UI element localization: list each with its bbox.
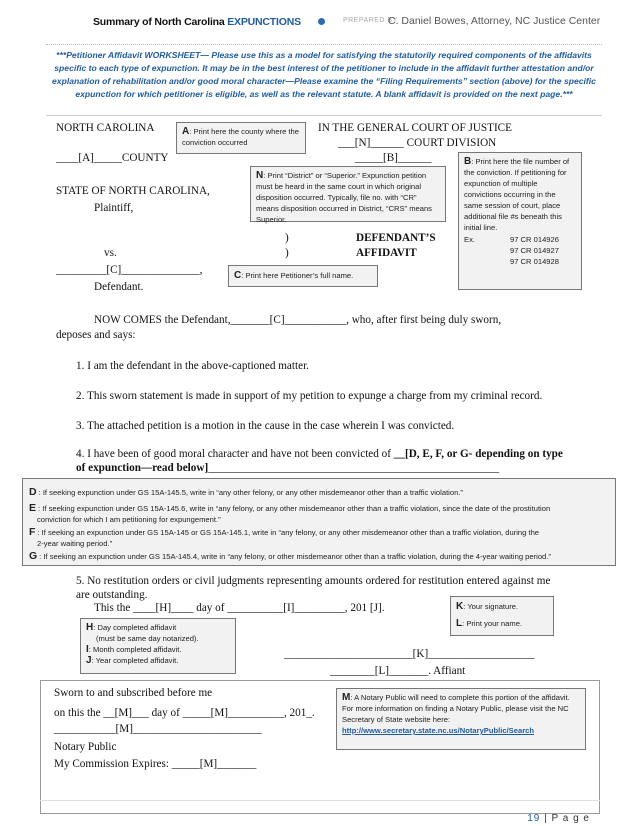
caption-paren-1: ) bbox=[285, 232, 289, 244]
note-h-key: H bbox=[86, 622, 94, 633]
prepared-by-label: PREPARED BY bbox=[343, 17, 398, 24]
paragraph-3: 3. The attached petition is a motion in the cause in the case wherein I was convicted. bbox=[76, 420, 455, 432]
note-b-example-label: Ex. bbox=[464, 235, 475, 244]
paragraph-4 bbox=[76, 447, 563, 461]
signature-line: _______________________[K]___________________ bbox=[284, 648, 535, 660]
option-g bbox=[29, 551, 551, 562]
option-g-key: G bbox=[29, 550, 38, 562]
paragraph-1: 1. I am the defendant in the above-captioned matter. bbox=[76, 360, 309, 372]
caption-county-line: ____[A]_____COUNTY bbox=[56, 152, 169, 164]
note-m bbox=[336, 688, 586, 750]
header-title bbox=[93, 16, 301, 28]
document-title-line-2: AFFIDAVIT bbox=[356, 247, 417, 259]
option-f-cont: 2-year waiting period.” bbox=[37, 539, 113, 548]
option-e bbox=[29, 503, 550, 514]
note-h-text-cont: (must be same day notarized). bbox=[96, 634, 199, 643]
page-label: | P a g e bbox=[544, 813, 590, 824]
note-h bbox=[86, 622, 230, 633]
paragraph-2: 2. This sworn statement is made in support of my petition to expunge a charge from my criminal record. bbox=[76, 390, 543, 402]
paragraph-4-underline: ____________________________________________________ bbox=[208, 462, 500, 474]
affiant-name-line: ________[L]_______. Affiant bbox=[330, 665, 466, 677]
note-i-text: : Month completed affidavit. bbox=[88, 645, 182, 654]
note-b-example: 97 CR 014926 bbox=[510, 235, 559, 244]
note-k bbox=[456, 601, 548, 612]
now-comes-line: NOW COMES the Defendant,_______[C]___________, who, after first being duly sworn, bbox=[94, 314, 502, 326]
note-l-key: L bbox=[456, 618, 463, 629]
note-c-key: C bbox=[234, 270, 242, 281]
option-f-text: : If seeking an expunction under GS 15A-145 or GS 15A-145.1, write in “any felony, or any other misdemeanor other than a traffic violation, during the bbox=[37, 528, 540, 537]
note-b-example: 97 CR 014927 bbox=[510, 246, 559, 255]
paragraph-4-text: 4. I have been of good moral character and have not been convicted of bbox=[76, 448, 394, 460]
note-j-key: J bbox=[86, 655, 92, 666]
notary-sworn: Sworn to and subscribed before me bbox=[54, 687, 213, 699]
caption-plaintiff: Plaintiff, bbox=[94, 202, 134, 214]
paragraph-5-cont: are outstanding. bbox=[76, 589, 148, 601]
note-kl bbox=[450, 596, 554, 636]
note-n-key: N bbox=[256, 170, 264, 181]
note-i-key: I bbox=[86, 644, 89, 655]
note-j bbox=[86, 655, 230, 666]
option-e-text: : If seeking expunction under GS 15A-145.6, write in “any felony, or any other misdemeanor other than a traffic violation, since the date of the prostitution bbox=[38, 504, 551, 513]
caption-defendant: Defendant. bbox=[94, 281, 144, 293]
option-e-cont: conviction for which I am petitioning for expungement.” bbox=[37, 515, 221, 524]
note-hij bbox=[80, 618, 236, 674]
caption-defendant-line: _________[C]______________, bbox=[56, 264, 203, 276]
note-b-key: B bbox=[464, 156, 472, 167]
paragraph-4-blank-cont: of expunction—read below] bbox=[76, 462, 209, 474]
notary-search-link[interactable]: http://www.secretary.state.nc.us/NotaryPublic/Search bbox=[342, 726, 535, 735]
notary-on-this: on this the __[M]___ day of _____[M]__________, 201_. bbox=[54, 707, 315, 719]
caption-court: IN THE GENERAL COURT OF JUSTICE bbox=[318, 122, 512, 134]
paragraph-4-blank: __[D, E, F, or G- depending on type bbox=[393, 448, 563, 460]
note-k-text: : Your signature. bbox=[463, 602, 519, 611]
note-m-key: M bbox=[342, 692, 351, 703]
deposes-line: deposes and says: bbox=[56, 329, 136, 341]
note-n-text: : Print “District” or “Superior.” Expunction petition must be heard in the same court in which original disposition occurred. Typically, file no. with “CR” means disposition occurred in District, “CRS” means Superior. bbox=[256, 171, 432, 224]
footer-divider bbox=[40, 800, 600, 801]
page-header bbox=[0, 14, 638, 34]
note-b-text: : Print here the file number of the conviction. If petitioning for expunction of multiple convictions occurring in the same session of court, place additional file #s beneath this initial line. bbox=[464, 157, 570, 232]
note-a bbox=[176, 122, 306, 154]
note-k-key: K bbox=[456, 601, 464, 612]
paragraph-4-continued bbox=[76, 461, 499, 475]
header-title-prefix: Summary of North Carolina bbox=[93, 16, 228, 28]
page-number bbox=[527, 813, 590, 824]
paragraph-5: 5. No restitution orders or civil judgments representing amounts ordered for restitution entered against me bbox=[76, 575, 551, 587]
note-a-text: : Print here the county where the conviction occurred bbox=[182, 127, 299, 147]
option-d-text: : If seeking expunction under GS 15A-145.5, write in “any other felony, or any other misdemeanor other than a traffic violation.” bbox=[38, 488, 463, 497]
option-f-key: F bbox=[29, 526, 36, 538]
option-d-key: D bbox=[29, 486, 37, 498]
worksheet-instructions: ***Petitioner Affidavit WORKSHEET— Please use this as a model for satisfying the statutorily required components of the affidavits specific to each type of expunction. It may be in the best interest of the petitioner to include in the affidavit further attestation and/or explanation of rehabilitation and/or good moral character—Please examine the “Filing Requirements” section (above) for the specific expunction for which petitioner is eligible, as well as the relevant statute. A blank affidavit is provided on the next page.*** bbox=[46, 44, 602, 116]
note-c-text: : Print here Petitioner’s full name. bbox=[241, 271, 354, 280]
note-j-text: : Year completed affidavit. bbox=[91, 656, 179, 665]
notary-expires: My Commission Expires: _____[M]_______ bbox=[54, 758, 257, 770]
note-b-example: 97 CR 014928 bbox=[510, 257, 559, 266]
caption-paren-2: ) bbox=[285, 247, 289, 259]
caption-division-line: ___[N]______ COURT DIVISION bbox=[338, 137, 497, 149]
option-e-key: E bbox=[29, 502, 37, 514]
notary-public-label: Notary Public bbox=[54, 741, 117, 753]
option-d bbox=[29, 487, 463, 498]
note-m-text: : A Notary Public will need to complete this portion of the affidavit. For more information on finding a Notary Public, please visit the NC Secretary of State website here: bbox=[342, 693, 570, 724]
note-l-text: : Print your name. bbox=[462, 619, 523, 628]
note-a-key: A bbox=[182, 126, 190, 137]
date-line: This the ____[H]____ day of __________[I]_________, 201 [J]. bbox=[94, 602, 385, 614]
notary-signature-line: ___________[M]_______________________ bbox=[54, 723, 262, 735]
header-author: C. Daniel Bowes, Attorney, NC Justice Center bbox=[388, 15, 601, 27]
document-title-line-1: DEFENDANT’S bbox=[356, 232, 436, 244]
page-number-value: 19 bbox=[527, 813, 541, 824]
note-c bbox=[228, 265, 378, 287]
option-g-text: : If seeking an expunction under GS 15A-145.4, write in “any felony, or other misdemeanor other than a traffic violation, during the 4-year waiting period.” bbox=[39, 552, 551, 561]
option-f bbox=[29, 527, 539, 538]
note-h-text: : Day completed affidavit bbox=[93, 623, 177, 632]
note-l bbox=[456, 618, 548, 629]
moral-character-options-box bbox=[22, 478, 616, 566]
header-title-highlight: EXPUNCTIONS bbox=[227, 16, 301, 28]
caption-plaintiff-state: STATE OF NORTH CAROLINA, bbox=[56, 185, 210, 197]
caption-state: NORTH CAROLINA bbox=[56, 122, 155, 134]
note-i bbox=[86, 644, 230, 655]
caption-vs: vs. bbox=[104, 247, 117, 259]
note-n bbox=[250, 166, 446, 222]
note-b bbox=[458, 152, 582, 290]
caption-file-line: _____[B]______ bbox=[355, 152, 432, 164]
bullet-icon bbox=[318, 18, 325, 25]
